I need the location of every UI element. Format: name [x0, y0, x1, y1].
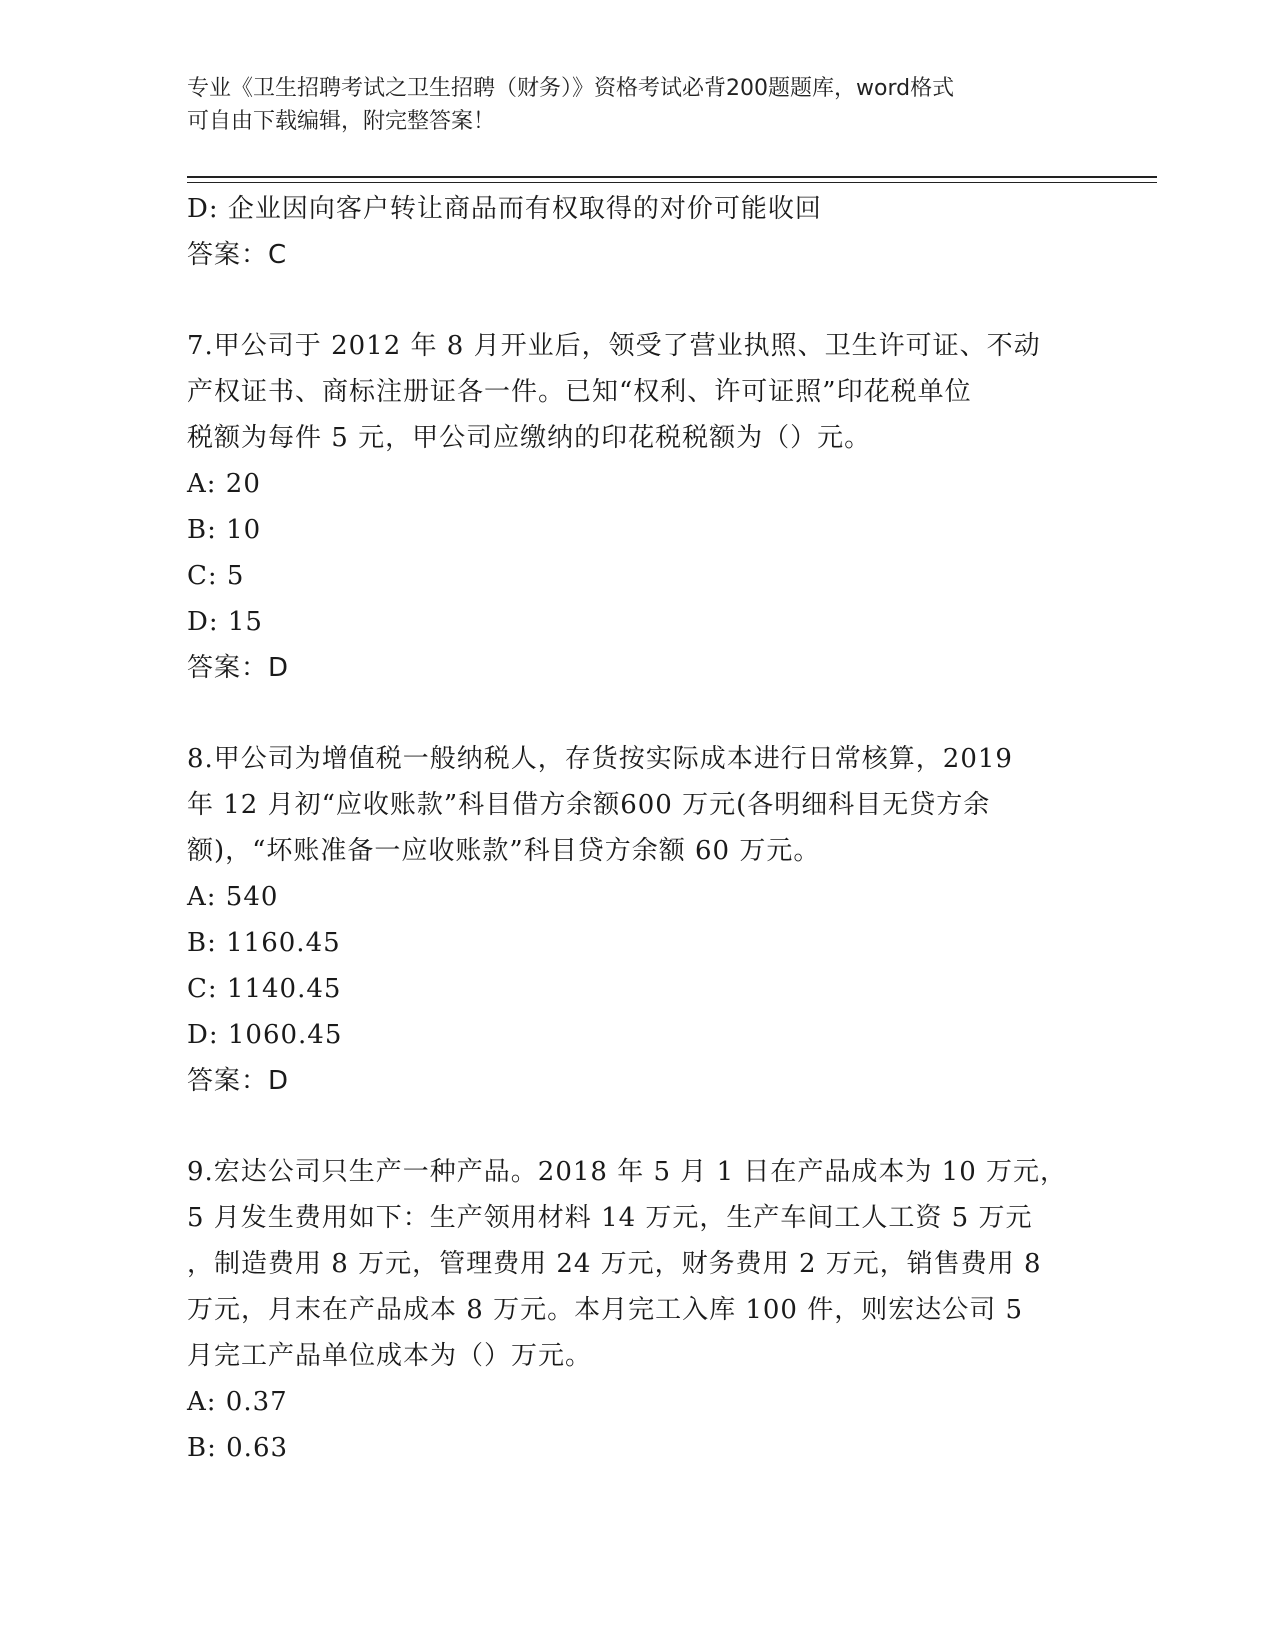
question-text-line: 5 月发生费用如下：生产领用材料 14 万元，生产车间工人工资 5 万元 — [187, 1203, 1033, 1233]
spacer — [187, 1104, 1087, 1149]
option-a: A: 20 — [187, 469, 261, 499]
question-text-line: 月完工产品单位成本为（）万元。 — [187, 1341, 593, 1371]
option-d: D: 1060.45 — [187, 1020, 343, 1050]
option-b: B: 10 — [187, 515, 262, 545]
question-text-line: ，制造费用 8 万元，管理费用 24 万元，财务费用 2 万元，销售费用 8 — [187, 1249, 1042, 1279]
header-line-1: 专业《卫生招聘考试之卫生招聘（财务）》资格考试必背200题题库，word格式 — [187, 76, 955, 101]
header-line-2: 可自由下载编辑，附完整答案！ — [187, 109, 496, 134]
option-d: D: 企业因向客户转让商品而有权取得的对价可能收回 — [187, 194, 822, 224]
question-9 — [187, 1149, 1087, 1471]
page-header — [187, 72, 1067, 138]
question-body — [187, 186, 1087, 1471]
question-text-line: 产权证书、商标注册证各一件。已知“权利、许可证照”印花税单位 — [187, 377, 972, 407]
question-text-line: 额)，“坏账准备一应收账款”科目贷方余额 60 万元。 — [187, 836, 821, 866]
header-divider-thick — [187, 176, 1157, 178]
option-a: A: 540 — [187, 882, 279, 912]
answer: 答案：C — [187, 240, 288, 270]
option-b: B: 0.63 — [187, 1433, 289, 1463]
option-d: D: 15 — [187, 607, 263, 637]
spacer — [187, 278, 1087, 323]
question-text-line: 万元，月末在产品成本 8 万元。本月完工入库 100 件，则宏达公司 5 — [187, 1295, 1024, 1325]
answer: 答案：D — [187, 1066, 290, 1096]
question-text-line: 8.甲公司为增值税一般纳税人，存货按实际成本进行日常核算，2019 — [187, 744, 1013, 774]
option-c: C: 1140.45 — [187, 974, 342, 1004]
option-a: A: 0.37 — [187, 1387, 288, 1417]
option-c: C: 5 — [187, 561, 245, 591]
option-b: B: 1160.45 — [187, 928, 341, 958]
header-divider-thin — [187, 182, 1157, 183]
question-text-line: 7.甲公司于 2012 年 8 月开业后，领受了营业执照、卫生许可证、不动 — [187, 331, 1041, 361]
question-text-line: 年 12 月初“应收账款”科目借方余额600 万元(各明细科目无贷方余 — [187, 790, 991, 820]
question-8 — [187, 736, 1087, 1104]
question-7 — [187, 323, 1087, 691]
spacer — [187, 691, 1087, 736]
question-text-line: 税额为每件 5 元，甲公司应缴纳的印花税税额为（）元。 — [187, 423, 872, 453]
answer: 答案：D — [187, 653, 290, 683]
question-text-line: 9.宏达公司只生产一种产品。2018 年 5 月 1 日在产品成本为 10 万元， — [187, 1157, 1067, 1187]
